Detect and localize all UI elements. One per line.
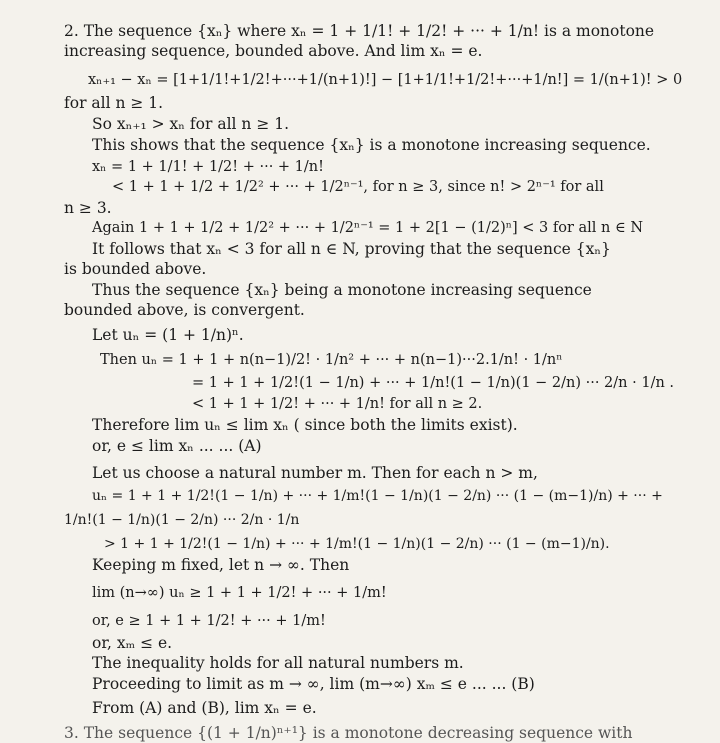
text-line-3: xₙ₊₁ − xₙ = [1+1/1!+1/2!+···+1/(n+1)!] − [1+1/1!+1/2!+···+1/n!] = 1/(n+1)! > 0 bbox=[88, 72, 683, 88]
text-line-24: > 1 + 1 + 1/2!(1 − 1/n) + ··· + 1/m!(1 − 1/n)(1 − 2/n) ··· (1 − (m−1)/n). bbox=[104, 536, 610, 552]
text-line-32-cut: 3. The sequence {(1 + 1/n)ⁿ⁺¹} is a monotone decreasing sequence with bbox=[64, 724, 633, 742]
text-line-11: It follows that xₙ < 3 for all n ∈ N, proving that the sequence {xₙ} bbox=[92, 240, 611, 258]
text-line-25: Keeping m fixed, let n → ∞. Then bbox=[92, 556, 350, 574]
text-line-27: or, e ≥ 1 + 1 + 1/2! + ··· + 1/m! bbox=[92, 613, 326, 629]
text-line-22: uₙ = 1 + 1 + 1/2!(1 − 1/n) + ··· + 1/m!(1 − 1/n)(1 − 2/n) ··· (1 − (m−1)/n) + ··· + bbox=[92, 488, 663, 504]
text-line-15: Let uₙ = (1 + 1/n)ⁿ. bbox=[92, 326, 244, 344]
text-line-30: Proceeding to limit as m → ∞, lim (m→∞) xₘ ≤ e ... ... (B) bbox=[92, 675, 535, 693]
text-line-7: xₙ = 1 + 1/1! + 1/2! + ··· + 1/n! bbox=[92, 159, 324, 175]
text-line-23: 1/n!(1 − 1/n)(1 − 2/n) ··· 2/n · 1/n bbox=[64, 512, 300, 528]
text-line-13: Thus the sequence {xₙ} being a monotone increasing sequence bbox=[92, 281, 592, 299]
text-line-8: < 1 + 1 + 1/2 + 1/2² + ··· + 1/2ⁿ⁻¹, for n ≥ 3, since n! > 2ⁿ⁻¹ for all bbox=[112, 179, 604, 195]
text-line-29: The inequality holds for all natural numbers m. bbox=[92, 654, 464, 672]
text-line-26: lim (n→∞) uₙ ≥ 1 + 1 + 1/2! + ··· + 1/m! bbox=[92, 585, 387, 601]
text-line-20: or, e ≤ lim xₙ ... ... (A) bbox=[92, 437, 262, 455]
text-line-21: Let us choose a natural number m. Then for each n > m, bbox=[92, 464, 538, 482]
text-line-12: is bounded above. bbox=[64, 260, 207, 278]
text-line-17: = 1 + 1 + 1/2!(1 − 1/n) + ··· + 1/n!(1 − 1/n)(1 − 2/n) ··· 2/n · 1/n . bbox=[192, 375, 675, 391]
text-line-9: n ≥ 3. bbox=[64, 199, 112, 217]
text-line-5: So xₙ₊₁ > xₙ for all n ≥ 1. bbox=[92, 115, 290, 133]
text-line-31: From (A) and (B), lim xₙ = e. bbox=[92, 699, 317, 717]
text-line-4: for all n ≥ 1. bbox=[64, 94, 164, 112]
text-line-28: or, xₘ ≤ e. bbox=[92, 634, 173, 652]
text-line-14: bounded above, is convergent. bbox=[64, 301, 305, 319]
text-line-19: Therefore lim uₙ ≤ lim xₙ ( since both the limits exist). bbox=[92, 416, 518, 434]
text-line-18: < 1 + 1 + 1/2! + ··· + 1/n! for all n ≥ 2. bbox=[192, 396, 483, 412]
text-line-6: This shows that the sequence {xₙ} is a monotone increasing sequence. bbox=[92, 136, 651, 154]
text-line-1: 2. The sequence {xₙ} where xₙ = 1 + 1/1! + 1/2! + ··· + 1/n! is a monotone bbox=[64, 22, 655, 40]
text-line-16: Then uₙ = 1 + 1 + n(n−1)/2! · 1/n² + ··· + n(n−1)···2.1/n! · 1/nⁿ bbox=[100, 352, 563, 368]
text-line-10: Again 1 + 1 + 1/2 + 1/2² + ··· + 1/2ⁿ⁻¹ = 1 + 2[1 − (1/2)ⁿ] < 3 for all n ∈ N bbox=[92, 220, 644, 236]
text-line-2: increasing sequence, bounded above. And lim xₙ = e. bbox=[64, 42, 483, 60]
